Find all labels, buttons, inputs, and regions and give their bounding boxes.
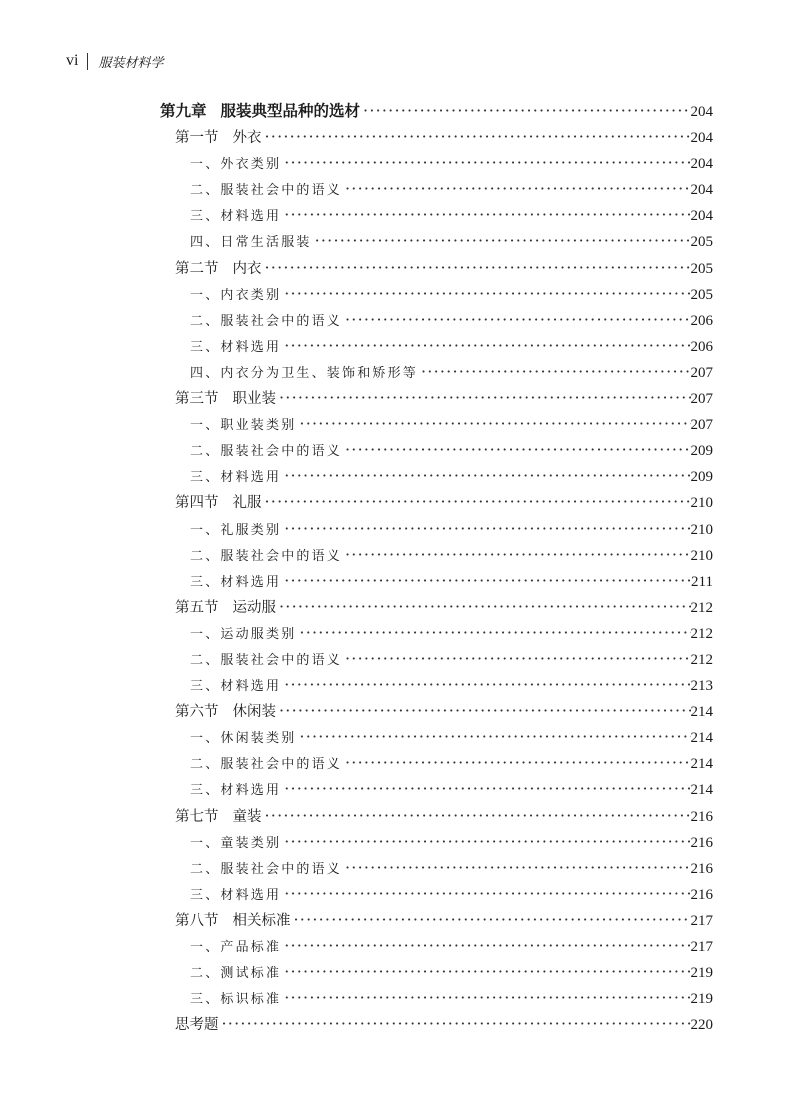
toc-item-entry-label xyxy=(190,361,418,387)
toc-section-entry-label xyxy=(175,386,276,412)
toc-section-entry[interactable] xyxy=(160,803,713,829)
dot-leader xyxy=(342,646,690,672)
toc-item-entry-page: 214 xyxy=(690,782,713,799)
toc-item-entry-page: 214 xyxy=(690,756,713,773)
dot-leader xyxy=(281,829,690,855)
dot-leader xyxy=(276,385,691,411)
toc-item-entry[interactable] xyxy=(160,568,713,594)
toc-item-entry-label xyxy=(190,178,342,204)
dot-leader xyxy=(281,881,690,907)
dot-leader xyxy=(281,516,690,542)
toc-item-entry[interactable] xyxy=(160,307,713,333)
toc-item-entry-label xyxy=(190,544,342,570)
dot-leader xyxy=(291,907,691,933)
item-title: 三、标识标准 xyxy=(190,992,282,1008)
page-number: vi xyxy=(66,52,79,69)
dot-leader xyxy=(262,124,691,150)
toc-item-entry[interactable] xyxy=(160,333,713,359)
toc-item-entry-label xyxy=(190,309,342,335)
toc-section-entry-label xyxy=(175,699,276,725)
dot-leader xyxy=(342,542,690,568)
toc-item-entry-page: 204 xyxy=(690,182,713,199)
dot-leader xyxy=(296,724,690,750)
toc-item-entry-label xyxy=(190,570,281,596)
toc-chapter-entry[interactable] xyxy=(160,98,713,124)
toc-section-entry-page: 217 xyxy=(690,912,713,929)
toc-item-entry[interactable] xyxy=(160,985,713,1011)
toc-item-entry-page: 210 xyxy=(690,547,713,564)
dot-leader xyxy=(262,489,691,515)
dot-leader xyxy=(360,98,690,124)
toc-section-entry-page: 204 xyxy=(690,130,713,147)
toc-item-entry-page: 204 xyxy=(690,208,713,225)
toc-section-entry-page: 216 xyxy=(690,808,713,825)
toc-item-entry-label xyxy=(190,230,312,256)
toc-item-entry-page: 219 xyxy=(690,991,713,1008)
toc-item-entry[interactable] xyxy=(160,150,713,176)
toc-item-entry-label xyxy=(190,883,281,909)
dot-leader xyxy=(262,255,691,281)
toc-section-entry[interactable] xyxy=(160,698,713,724)
toc-item-entry-page: 210 xyxy=(690,521,713,538)
dot-leader xyxy=(342,307,690,333)
toc-item-entry[interactable] xyxy=(160,542,713,568)
dot-leader xyxy=(342,437,690,463)
toc-exercises-entry-page: 220 xyxy=(690,1017,713,1034)
toc-section-entry[interactable] xyxy=(160,907,713,933)
section-number: 第二节 xyxy=(175,260,219,277)
toc-exercises-entry-label xyxy=(175,1012,219,1038)
dot-leader xyxy=(296,411,690,437)
toc-exercises-entry[interactable] xyxy=(160,1011,713,1037)
section-title: 外衣 xyxy=(232,130,262,147)
item-title: 一、休闲装类别 xyxy=(190,731,297,747)
toc-item-entry-label xyxy=(190,726,296,752)
toc-item-entry[interactable] xyxy=(160,829,713,855)
toc-item-entry-page: 206 xyxy=(690,312,713,329)
item-title: 二、测试标准 xyxy=(190,966,282,982)
section-title: 内衣 xyxy=(232,260,262,277)
toc-section-entry-label xyxy=(175,908,291,934)
dot-leader xyxy=(342,855,690,881)
item-title: 三、材料选用 xyxy=(190,470,282,486)
toc-item-entry-label xyxy=(190,961,281,987)
dot-leader xyxy=(296,620,690,646)
item-title: 二、服装社会中的语义 xyxy=(190,652,343,668)
item-title: 三、材料选用 xyxy=(190,887,282,903)
item-title: 一、礼服类别 xyxy=(190,522,282,538)
toc-section-entry-label xyxy=(175,804,262,830)
toc-item-entry-label xyxy=(190,465,281,491)
toc-section-entry-page: 207 xyxy=(690,391,713,408)
toc-item-entry-page: 204 xyxy=(690,156,713,173)
item-title: 二、服装社会中的语义 xyxy=(190,861,343,877)
item-title: 四、内衣分为卫生、装饰和矫形等 xyxy=(190,365,419,381)
toc-item-entry-label xyxy=(190,622,296,648)
item-title: 三、材料选用 xyxy=(190,339,282,355)
item-title: 一、运动服类别 xyxy=(190,626,297,642)
item-title: 二、服装社会中的语义 xyxy=(190,757,343,773)
dot-leader xyxy=(281,672,690,698)
toc-item-entry[interactable] xyxy=(160,176,713,202)
item-title: 二、服装社会中的语义 xyxy=(190,313,343,329)
toc-section-entry-page: 212 xyxy=(690,599,713,616)
toc-item-entry-label xyxy=(190,935,281,961)
toc-item-entry[interactable] xyxy=(160,646,713,672)
toc-item-entry-page: 209 xyxy=(690,469,713,486)
dot-leader xyxy=(281,959,690,985)
section-title: 职业装 xyxy=(232,391,276,408)
toc-item-entry[interactable] xyxy=(160,437,713,463)
toc-section-entry-label xyxy=(175,125,262,151)
section-number: 第六节 xyxy=(175,704,219,721)
item-title: 一、外衣类别 xyxy=(190,157,282,173)
toc-section-entry[interactable] xyxy=(160,489,713,515)
dot-leader xyxy=(281,333,690,359)
item-title: 一、童装类别 xyxy=(190,835,282,851)
dot-leader xyxy=(281,463,690,489)
dot-leader xyxy=(281,202,690,228)
toc-item-entry-label xyxy=(190,778,281,804)
dot-leader xyxy=(281,568,691,594)
toc-section-entry-page: 205 xyxy=(690,260,713,277)
item-title: 二、服装社会中的语义 xyxy=(190,548,343,564)
toc-item-entry[interactable] xyxy=(160,672,713,698)
toc-item-entry[interactable] xyxy=(160,959,713,985)
item-title: 一、内衣类别 xyxy=(190,287,282,303)
toc-item-entry[interactable] xyxy=(160,281,713,307)
section-number: 第五节 xyxy=(175,599,219,616)
toc-item-entry[interactable] xyxy=(160,202,713,228)
dot-leader xyxy=(281,281,690,307)
dot-leader xyxy=(342,176,690,202)
toc-item-entry[interactable] xyxy=(160,855,713,881)
toc-item-entry-label xyxy=(190,831,281,857)
toc-item-entry-page: 217 xyxy=(690,939,713,955)
section-number: 第三节 xyxy=(175,391,219,408)
chapter-title: 服装典型品种的选材 xyxy=(220,101,361,120)
toc-item-entry-label xyxy=(190,857,342,883)
dot-leader xyxy=(312,228,691,254)
item-title: 一、产品标准 xyxy=(190,940,282,955)
section-number: 第八节 xyxy=(175,912,219,929)
toc-section-entry[interactable] xyxy=(160,255,713,281)
toc-item-entry[interactable] xyxy=(160,881,713,907)
dot-leader xyxy=(262,803,691,829)
toc-item-entry-label xyxy=(190,987,281,1013)
exercises-title: 思考题 xyxy=(175,1017,219,1034)
section-number: 第七节 xyxy=(175,808,219,825)
section-number: 第一节 xyxy=(175,130,219,147)
dot-leader xyxy=(276,594,691,620)
section-number: 第四节 xyxy=(175,495,219,512)
item-title: 四、日常生活服装 xyxy=(190,235,312,251)
item-title: 三、材料选用 xyxy=(190,209,282,225)
toc-item-entry-page: 212 xyxy=(690,651,713,668)
toc-item-entry-page: 207 xyxy=(690,364,713,381)
chapter-number: 第九章 xyxy=(160,101,207,120)
toc-item-entry-page: 213 xyxy=(690,678,713,695)
item-title: 二、服装社会中的语义 xyxy=(190,183,343,199)
toc-item-entry-page: 207 xyxy=(690,417,713,434)
toc-section-entry-page: 214 xyxy=(690,704,713,721)
chapter-page: 204 xyxy=(690,104,713,120)
section-title: 运动服 xyxy=(232,599,276,616)
dot-leader xyxy=(281,933,690,959)
toc-item-entry-label xyxy=(190,674,281,700)
toc-section-entry[interactable] xyxy=(160,124,713,150)
item-title: 一、职业装类别 xyxy=(190,418,297,434)
table-of-contents xyxy=(160,98,713,1037)
item-title: 二、服装社会中的语义 xyxy=(190,444,343,460)
section-title: 礼服 xyxy=(232,495,262,512)
toc-item-entry[interactable] xyxy=(160,776,713,802)
dot-leader xyxy=(418,359,690,385)
toc-item-entry-label xyxy=(190,283,281,309)
toc-item-entry-label xyxy=(190,752,342,778)
toc-item-entry[interactable] xyxy=(160,724,713,750)
toc-item-entry[interactable] xyxy=(160,933,713,959)
section-title: 童装 xyxy=(232,808,262,825)
toc-section-entry-label xyxy=(175,256,262,282)
running-header xyxy=(66,50,163,72)
toc-item-entry-label xyxy=(190,518,281,544)
toc-item-entry-page: 209 xyxy=(690,443,713,460)
toc-item-entry-page: 206 xyxy=(690,338,713,355)
toc-item-entry-label xyxy=(190,204,281,230)
toc-item-entry-label xyxy=(190,413,296,439)
dot-leader xyxy=(281,985,690,1011)
toc-section-entry-label xyxy=(175,595,276,621)
dot-leader xyxy=(342,750,690,776)
item-title: 三、材料选用 xyxy=(190,574,282,590)
dot-leader xyxy=(219,1011,691,1037)
toc-item-entry[interactable] xyxy=(160,359,713,385)
book-title: 服装材料学 xyxy=(98,55,164,71)
toc-item-entry[interactable] xyxy=(160,620,713,646)
toc-item-entry[interactable] xyxy=(160,463,713,489)
toc-item-entry-page: 212 xyxy=(690,625,713,642)
toc-item-entry[interactable] xyxy=(160,411,713,437)
toc-item-entry[interactable] xyxy=(160,750,713,776)
toc-section-entry-page: 210 xyxy=(690,495,713,512)
toc-item-entry-page: 214 xyxy=(690,730,713,747)
section-title: 休闲装 xyxy=(232,704,276,721)
toc-item-entry-label xyxy=(190,152,281,178)
toc-item-entry-page: 205 xyxy=(690,286,713,303)
dot-leader xyxy=(281,776,690,802)
toc-item-entry-label xyxy=(190,335,281,361)
toc-item-entry-page: 219 xyxy=(690,965,713,982)
toc-item-entry-label xyxy=(190,439,342,465)
toc-item-entry[interactable] xyxy=(160,228,713,254)
chapter-label xyxy=(160,98,360,124)
toc-item-entry-page: 216 xyxy=(690,860,713,877)
item-title: 三、材料选用 xyxy=(190,783,282,799)
toc-item-entry-label xyxy=(190,648,342,674)
header-divider xyxy=(87,53,88,70)
toc-section-entry-label xyxy=(175,490,262,516)
item-title: 三、材料选用 xyxy=(190,679,282,695)
section-title: 相关标准 xyxy=(232,912,291,929)
toc-item-entry-page: 205 xyxy=(690,234,713,251)
toc-item-entry-page: 216 xyxy=(690,886,713,903)
dot-leader xyxy=(276,698,691,724)
toc-item-entry-page: 211 xyxy=(691,573,713,590)
dot-leader xyxy=(281,150,690,176)
toc-item-entry[interactable] xyxy=(160,516,713,542)
toc-section-entry[interactable] xyxy=(160,594,713,620)
toc-item-entry-page: 216 xyxy=(690,834,713,851)
toc-section-entry[interactable] xyxy=(160,385,713,411)
